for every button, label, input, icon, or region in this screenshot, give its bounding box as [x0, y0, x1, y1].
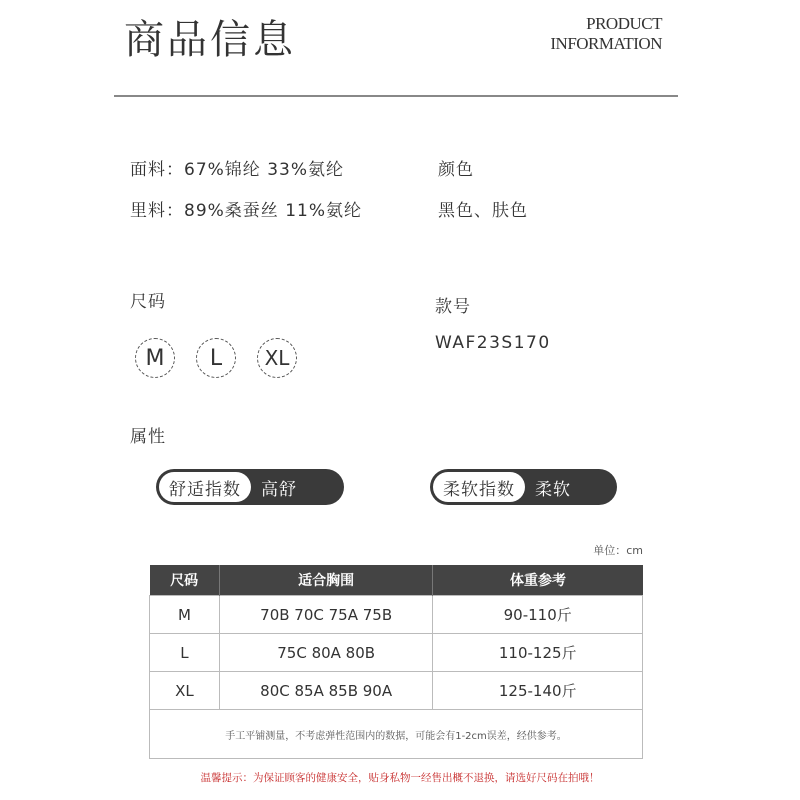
cell-size: XL: [150, 672, 220, 710]
warning-notice: 温馨提示：为保证顾客的健康安全，贴身私物一经售出概不退换，请选好尺码在拍哦！: [200, 772, 600, 784]
comfort-index-value: 高舒: [261, 479, 297, 500]
size-option-l: L: [196, 338, 236, 378]
cell-weight: 125-140斤: [433, 672, 643, 710]
cell-weight: 90-110斤: [433, 596, 643, 634]
comfort-index-label: 舒适指数: [159, 472, 251, 502]
cell-bust: 75C 80A 80B: [219, 634, 433, 672]
unit-label: 单位：cm: [593, 544, 643, 557]
page-title-english: [520, 14, 662, 54]
fabric-lining: 里料：89%桑蚕丝 11%氨纶: [130, 201, 362, 221]
fabric-outer: 面料：67%锦纶 33%氨纶: [130, 160, 344, 180]
header-weight: 体重参考: [433, 565, 643, 596]
title-en-line1: PRODUCT: [586, 14, 662, 33]
color-label: 颜色: [438, 160, 474, 180]
softness-index-badge: [430, 469, 617, 505]
title-en-line2: INFORMATION: [550, 34, 662, 53]
cell-bust: 80C 85A 85B 90A: [219, 672, 433, 710]
softness-index-label: 柔软指数: [433, 472, 525, 502]
comfort-index-badge: [156, 469, 344, 505]
color-value: 黑色、肤色: [438, 201, 528, 221]
table-row: [150, 596, 643, 634]
size-option-xl: XL: [257, 338, 297, 378]
page-title: 商品信息: [124, 17, 296, 63]
attributes-label: 属性: [130, 427, 166, 447]
size-chart-table: [149, 565, 643, 759]
size-option-m: M: [135, 338, 175, 378]
softness-index-value: 柔软: [535, 479, 571, 500]
header-size: 尺码: [150, 565, 220, 596]
table-row: [150, 672, 643, 710]
measurement-note: 手工平铺测量，不考虑弹性范围内的数据，可能会有1-2cm误差，经供参考。: [150, 710, 643, 759]
title-divider: [114, 95, 678, 97]
table-note-row: [150, 710, 643, 759]
table-row: [150, 634, 643, 672]
style-no-label: 款号: [435, 297, 471, 317]
cell-size: M: [150, 596, 220, 634]
header-bust: 适合胸围: [219, 565, 433, 596]
cell-weight: 110-125斤: [433, 634, 643, 672]
size-label: 尺码: [130, 292, 166, 312]
table-header-row: [150, 565, 643, 596]
cell-size: L: [150, 634, 220, 672]
cell-bust: 70B 70C 75A 75B: [219, 596, 433, 634]
style-no-value: WAF23S170: [435, 333, 551, 353]
